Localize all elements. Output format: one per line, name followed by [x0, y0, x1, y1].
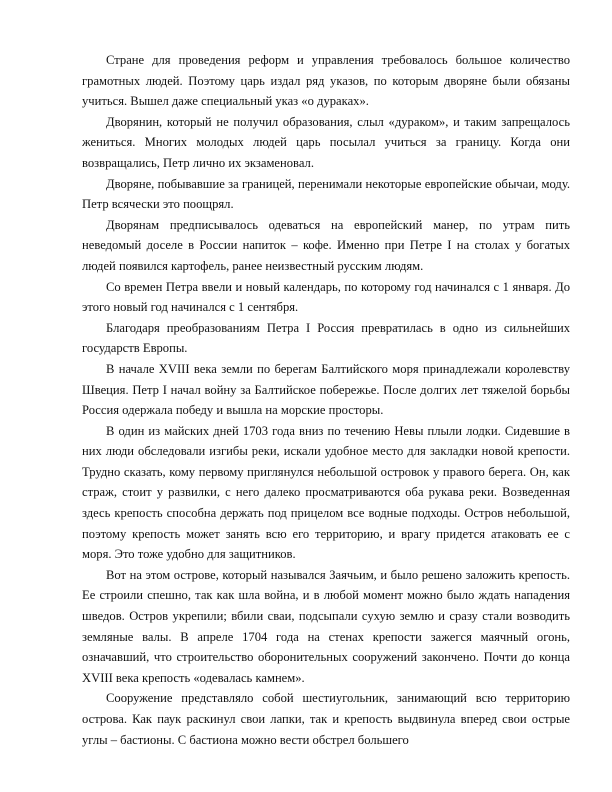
paragraph-7: В начале XVIII века земли по берегам Балтийского моря принадлежали королевству Швеция. Петр I начал войну за Балтийское побережье. После долгих лет тяжелой борьбы Россия одержала победу и вышла на морские просторы. — [82, 361, 570, 418]
paragraph-9: Вот на этом острове, который назывался Заячьим, и было решено заложить крепость. Ее строили спешно, так как шла война, и в любой момент можно было ждать нападения шведов. Остров укрепили; вбили сваи, подсыпали сухую землю и сразу стали возводить земляные валы. В апреле 1704 года на стенах крепости зажегся маячный огонь, означавший, что строительство оборонительных сооружений закончено. Почти до конца XVIII века крепость «одевалась камнем». — [82, 567, 570, 685]
paragraph-3: Дворяне, побывавшие за границей, перенимали некоторые европейские обычаи, моду. Петр всячески это поощрял. — [82, 176, 570, 212]
paragraph-4: Дворянам предписывалось одеваться на европейский манер, по утрам пить неведомый доселе в России напиток – кофе. Именно при Петре I на столах у богатых людей появился картофель, ранее неизвестный русским людям. — [82, 217, 570, 273]
paragraph-6: Благодаря преобразованиям Петра I Россия превратилась в одно из сильнейших государств Европы. — [82, 320, 570, 356]
paragraph-1: Стране для проведения реформ и управления требовалось большое количество грамотных людей. Поэтому царь издал ряд указов, по которым дворяне были обязаны учиться. Вышел даже специальный указ «о дураках». — [82, 53, 570, 109]
paragraph-2: Дворянин, который не получил образования, слыл «дураком», и таким запрещалось жениться. Многих молодых людей царь посылал учиться за границу. Когда они возвращались, Петр лично их экзаменовал. — [82, 114, 570, 170]
paragraph-5: Со времен Петра ввели и новый календарь, по которому год начинался с 1 января. До этого новый год начинался с 1 сентября. — [82, 279, 570, 315]
text-body — [82, 50, 570, 750]
paragraph-10: Сооружение представляло собой шестиугольник, занимающий всю территорию острова. Как паук раскинул свои лапки, так и крепость выдвинула вперед свои острые углы – бастионы. С бастиона можно вести обстрел большего — [82, 691, 570, 747]
paragraph-8: В один из майских дней 1703 года вниз по течению Невы плыли лодки. Сидевшие в них люди обследовали изгибы реки, искали удобное место для закладки новой крепости. Трудно сказать, кому первому приглянулся небольшой островок у правого берега. Он, как страж, стоит у развилки, с него далеко просматриваются оба рукава реки. Возведенная здесь крепость способна держать под прицелом все водные подходы. Остров небольшой, поэтому крепость может занять всю его территорию, и врагу придется атаковать ее с моря. Это тоже удобно для защитников. — [82, 423, 570, 562]
